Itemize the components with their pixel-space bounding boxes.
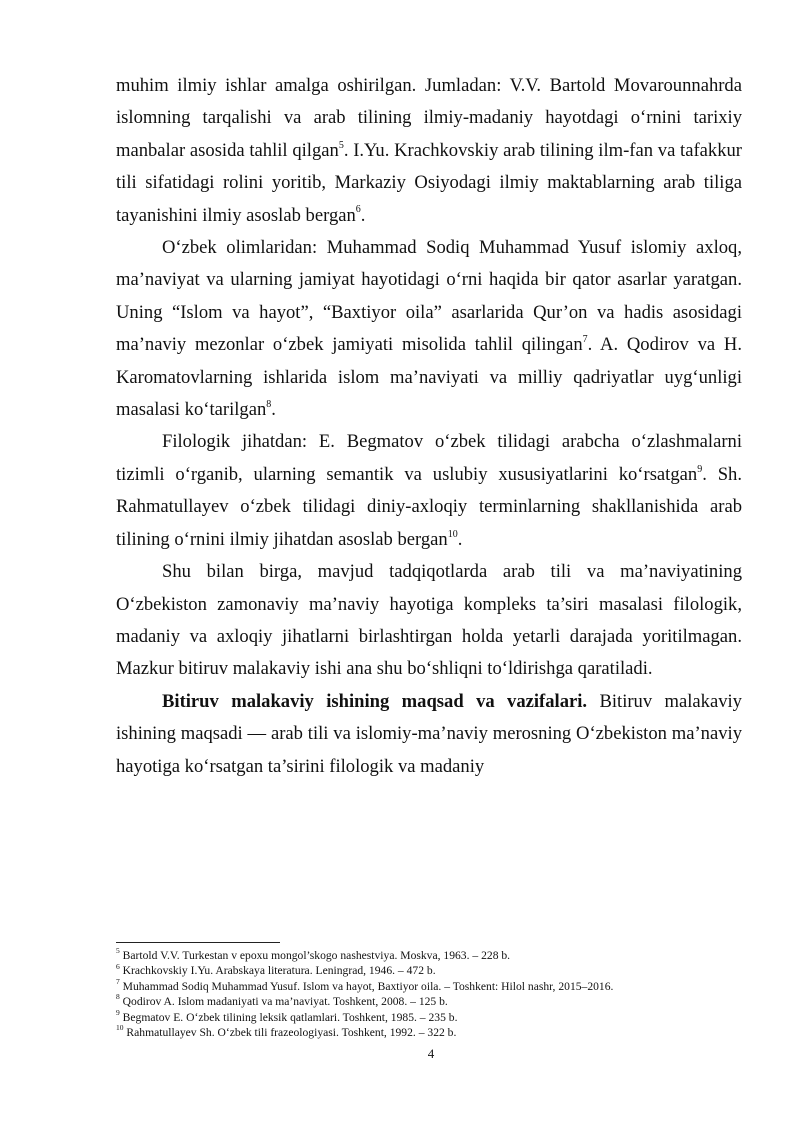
body-text	[116, 70, 742, 783]
footnote	[116, 976, 756, 994]
footnote	[116, 994, 756, 1009]
paragraph-text: . Sh. Rahmatullayev o‘zbek tilidagi diniy-axloqiy terminlarning shakllanishida arab tilining o‘rnini ilmiy jihatdan asoslab bergan	[116, 463, 742, 550]
footnote	[116, 948, 756, 963]
paragraph-text: .	[271, 399, 276, 421]
footnote-ref: 9	[697, 463, 703, 475]
footnotes	[116, 948, 756, 1040]
paragraph-text: muhim ilmiy ishlar amalga oshirilgan. Jumladan: V.V. Bartold Movarounnahrda islomning tarqalishi va arab tilining ilmiy-madaniy hayotdagi o‘rnini tarixiy manbalar asosida tahlil qilgan	[116, 75, 742, 161]
footnote-ref: 10	[447, 528, 458, 540]
paragraph-text: Shu bilan birga, mavjud tadqiqotlarda arab tili va ma’naviyatining O‘zbekiston zamonaviy ma’naviy hayotiga kompleks ta’siri masalasi filologik, madaniy va axloqiy jihatlarni birlashtirgan holda yetarli darajada yoritilmagan. Mazkur bitiruv malakaviy ishi ana shu bo‘shliqni to‘ldirishga qaratiladi.	[116, 561, 742, 680]
footnote-text: Begmatov E. O‘zbek tilining leksik qatlamlari. Toshkent, 1985. – 235 b.	[119, 1010, 458, 1024]
footnote-ref: 8	[266, 398, 272, 410]
footnote-separator	[116, 942, 280, 943]
footnote	[116, 1007, 756, 1025]
footnote-number: 8	[116, 992, 120, 1002]
footnote-text: Krachkovskiy I.Yu. Arabskaya literatura. Leningrad, 1946. – 472 b.	[119, 964, 436, 978]
page-number: 4	[427, 1046, 435, 1061]
paragraph-text: .	[457, 528, 463, 550]
paragraph-text: .	[360, 204, 366, 226]
footnote-text: Qodirov A. Islom madaniyati va ma’naviyat. Toshkent, 2008. – 125 b.	[119, 995, 448, 1009]
paragraph-text: . I.Yu. Krachkovskiy arab tilining ilm-fan va tafakkur tili sifatidagi rolini yoritib, Markaziy Osiyodagi ilmiy maktablarning arab tiliga tayanishini ilmiy asoslab bergan	[116, 139, 743, 226]
footnote-text: Muhammad Sodiq Muhammad Yusuf. Islom va hayot, Baxtiyor oila. – Toshkent: Hilol nashr, 2015–2016.	[119, 979, 614, 993]
body-paragraph	[116, 556, 742, 686]
footnote-number: 5	[116, 946, 120, 956]
paragraph-text: Filologik jihatdan: E. Begmatov o‘zbek tilidagi arabcha o‘zlashmalarni tizimli o‘rganib, ularning semantik va uslubiy xususiyatlarini ko‘rsatgan	[116, 431, 742, 485]
paragraph-text: O‘zbek olimlaridan: Muhammad Sodiq Muhammad Yusuf islomiy axloq, ma’naviyat va ularning jamiyat hayotidagi o‘rni haqida bir qator asarlar yaratgan. Uning “Islom va hayot”, “Baxtiyor oila” asarlarida Qur’on va hadis asosidagi ma’naviy mezonlar o‘zbek jamiyati misolida tahlil qilingan	[116, 237, 742, 356]
paragraph-text: Bitiruv malakaviy ishining maqsadi — arab tili va islomiy-ma’naviy merosning O‘zbekiston ma’naviy hayotiga ko‘rsatgan ta’sirini filologik va madaniy	[116, 690, 742, 777]
footnote-ref: 6	[355, 204, 361, 216]
footnote-text: Rahmatullayev Sh. O‘zbek tili frazeologiyasi. Toshkent, 1992. – 322 b.	[123, 1026, 457, 1040]
paragraph-text: . A. Qodirov va H. Karomatovlarning ishlarida islom ma’naviyati va milliy qadriyatlar uyg‘unligi masalasi ko‘tarilgan	[116, 334, 742, 421]
body-paragraph	[116, 686, 742, 783]
footnote-text: Bartold V.V. Turkestan v epoxu mongol’skogo nashestviya. Moskva, 1963. – 228 b.	[119, 949, 511, 962]
section-heading: Bitiruv malakaviy ishining maqsad va vazifalari.	[162, 690, 588, 712]
footnote-ref: 5	[338, 139, 344, 151]
footnote	[116, 963, 756, 978]
footnote-ref: 7	[582, 334, 588, 346]
footnote-number: 7	[116, 976, 120, 986]
body-paragraph	[116, 426, 742, 556]
footnote-number: 6	[116, 961, 120, 971]
footnote	[116, 1025, 756, 1040]
footnote-number: 9	[116, 1007, 120, 1017]
footnote-number: 10	[116, 1023, 124, 1033]
body-paragraph	[116, 232, 742, 426]
body-paragraph	[116, 70, 742, 232]
